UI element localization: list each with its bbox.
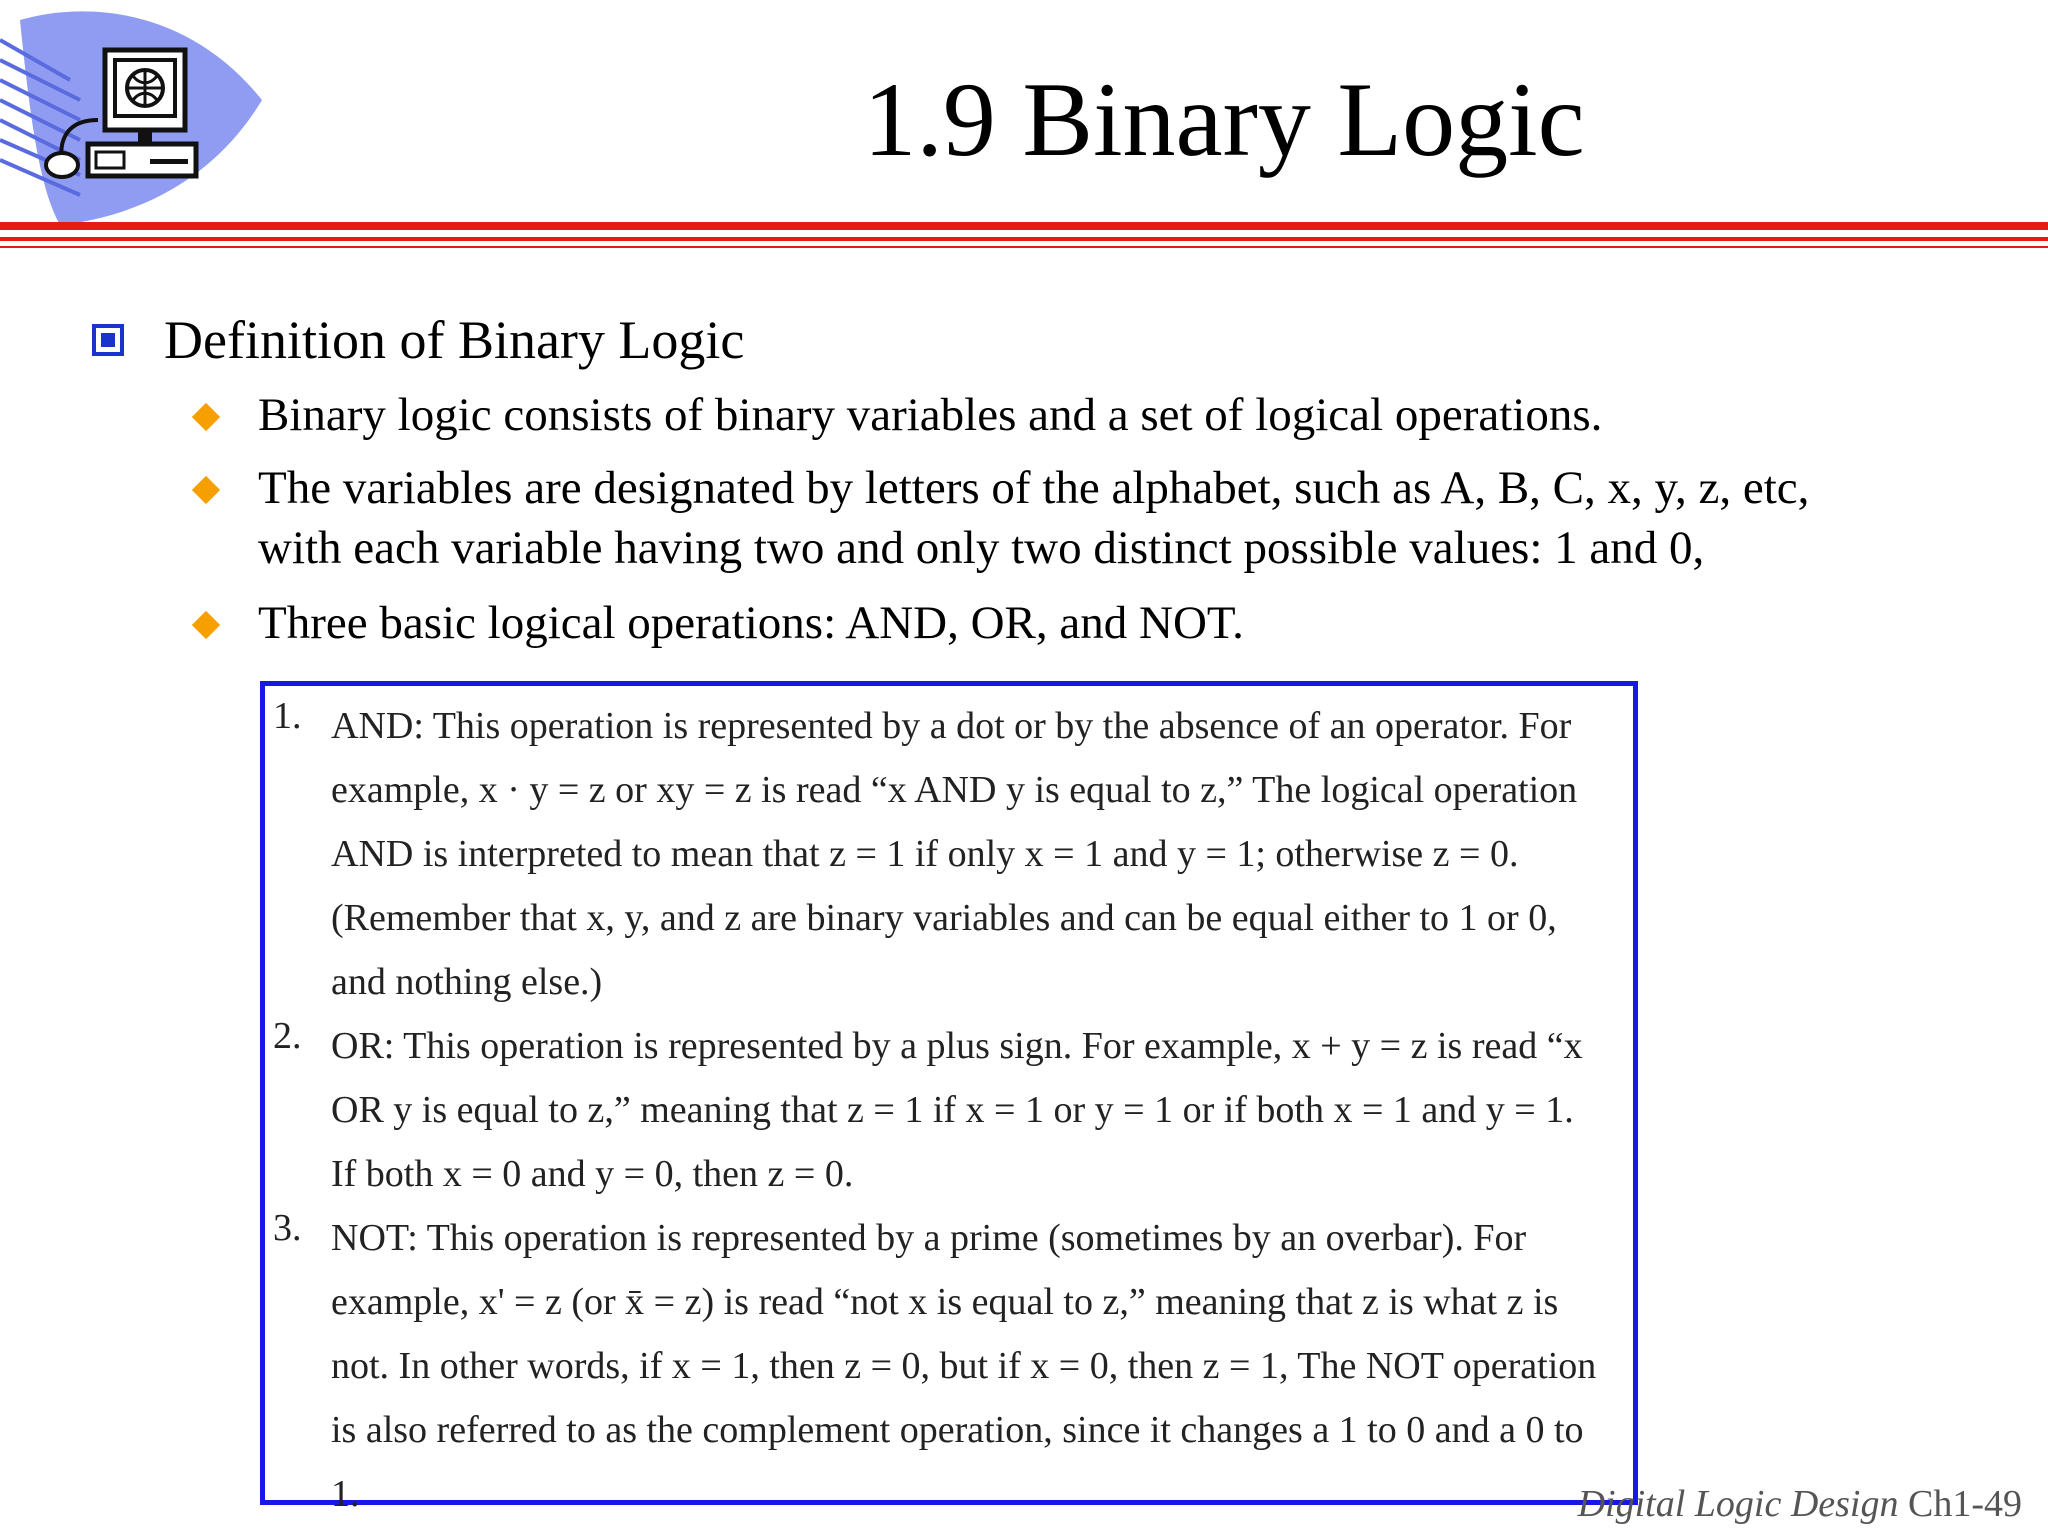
slide-footer <box>1578 1476 2022 1532</box>
page-number: Ch1-49 <box>1908 1483 2022 1525</box>
operations-panel: 1. AND: This operation is represented by a dot or by the absence of an operator. For example, x · y = z or xy = z is read “x AND y is equal to z,” The logical operation AND is interpreted to mean that z = 1 if only x = 1 and y = 1; otherwise z = 0. (Remember that x, y, and z are binary variables and can be equal either to 1 or 0, and nothing else.) 2. OR: This operation is represented by a plus sign. For example, x + y = z is read “x OR y is equal to z,” meaning that z = 1 if x = 1 or y = 1 or if both x = 1 and y = 1. If both x = 0 and y = 0, then z = 0. 3. NOT: This operation is represented by a prime (sometimes by an overbar). For example, x' = z (or x̄ = z) is read “not x is equal to z,” meaning that z is what z is not. In other words, if x = 1, then z = 0, but if x = 0, then z = 1, The NOT operation is also referred to as the complement operation, since it changes a 1 to 0 and a 0 to 1. <box>260 681 1638 1505</box>
section-heading: Definition of Binary Logic <box>164 310 745 370</box>
diamond-bullet-icon <box>192 476 220 504</box>
item-number: 2. <box>273 1015 302 1057</box>
bullet-text: Binary logic consists of binary variables and a set of logical operations. <box>258 389 1603 441</box>
bullet-text: The variables are designated by letters of the alphabet, such as A, B, C, x, y, z, etc, with each variable having two and only two distinct possible values: 1 and 0, <box>258 462 1810 574</box>
item-number: 1. <box>273 695 302 737</box>
diamond-bullet-icon <box>192 611 220 639</box>
bullet-text: Three basic logical operations: AND, OR, and NOT. <box>258 597 1244 649</box>
slide-title: 1.9 Binary Logic <box>863 61 1585 178</box>
square-bullet-icon <box>92 324 124 356</box>
course-name: Digital Logic Design <box>1577 1483 1899 1525</box>
item-number: 3. <box>273 1207 302 1249</box>
title-divider <box>0 222 2048 258</box>
diamond-bullet-icon <box>192 403 220 431</box>
section-heading-row <box>92 300 744 380</box>
